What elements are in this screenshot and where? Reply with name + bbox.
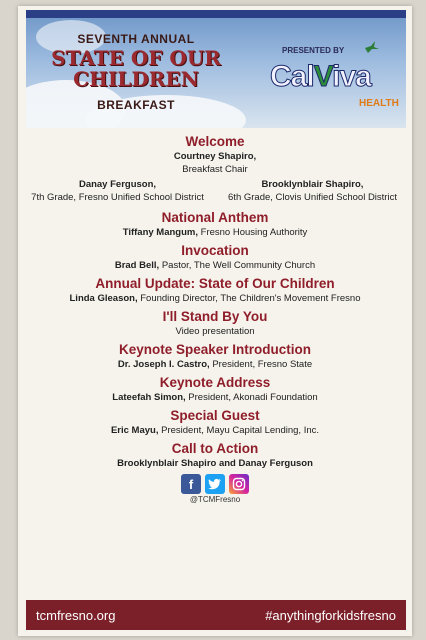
bird-icon [364, 40, 380, 54]
section-keynote-intro [18, 342, 412, 371]
section-video [18, 309, 412, 338]
section-heading: Call to Action [171, 441, 259, 456]
section-annual-update [18, 276, 412, 305]
instagram-icon[interactable] [229, 474, 249, 494]
host-role: Breakfast Chair [182, 164, 248, 175]
person-name: Brooklynblair Shapiro and Danay Ferguson [117, 458, 313, 469]
logo-part: V [313, 60, 333, 93]
person-role: President, Fresno State [209, 359, 313, 370]
section-call-to-action [18, 441, 412, 470]
student-speakers [18, 178, 412, 204]
person-role: President, Mayu Capital Lending, Inc. [158, 425, 320, 436]
speaker-left [20, 178, 215, 204]
section-heading: Keynote Speaker Introduction [118, 342, 312, 357]
person-name: Eric Mayu, [110, 425, 159, 436]
person-name: Brooklynblair Shapiro, [261, 179, 364, 190]
section-heading: I'll Stand By You [162, 309, 268, 324]
speaker-line [18, 457, 412, 470]
calviva-health-label: HEALTH [359, 98, 399, 109]
social-icons [18, 474, 412, 494]
person-name: Dr. Joseph I. Castro, [117, 359, 210, 370]
website-link[interactable]: tcmfresno.org [36, 607, 116, 623]
person-role: President, Akonadi Foundation [185, 392, 318, 403]
logo-part: Cal [270, 60, 314, 93]
speaker-line [18, 424, 412, 437]
speaker-line [215, 178, 410, 191]
person-role: Founding Director, The Children's Movement Fresno [137, 293, 361, 304]
logo-part: iva [332, 60, 371, 93]
footer-bar [26, 600, 406, 630]
section-heading: National Anthem [161, 210, 269, 225]
speaker-line [20, 178, 215, 191]
section-keynote [18, 375, 412, 404]
section-anthem [18, 210, 412, 239]
section-heading: Special Guest [170, 408, 260, 423]
section-heading: Invocation [181, 243, 249, 258]
hashtag-text: #anythingforkidsfresno [265, 607, 396, 623]
presented-by-label: PRESENTED BY [282, 46, 345, 55]
event-subtitle: BREAKFAST [97, 98, 175, 112]
speaker-line [18, 226, 412, 239]
person-name: Danay Ferguson, [78, 179, 157, 190]
speaker-line [18, 391, 412, 404]
facebook-icon[interactable]: f [181, 474, 201, 494]
speaker-line [18, 259, 412, 272]
section-welcome [18, 134, 412, 204]
person-role: Pastor, The Well Community Church [159, 260, 316, 271]
program-list [18, 134, 412, 504]
calviva-logo [270, 60, 371, 94]
speaker-role: 7th Grade, Fresno Unified School District [31, 192, 204, 203]
program-page [18, 6, 412, 636]
person-name: Lateefah Simon, [112, 392, 186, 403]
section-heading: Keynote Address [159, 375, 271, 390]
speaker-right [215, 178, 410, 204]
twitter-icon[interactable] [205, 474, 225, 494]
event-title: STATE OF OUR CHILDREN [51, 46, 221, 91]
section-heading: Welcome [185, 134, 245, 149]
social-handle[interactable]: @TCMFresno [189, 495, 241, 504]
person-name: Linda Gleason, [69, 293, 138, 304]
section-invocation [18, 243, 412, 272]
section-description: Video presentation [175, 326, 255, 337]
speaker-line [18, 292, 412, 305]
section-special-guest [18, 408, 412, 437]
person-name: Brad Bell, [114, 260, 160, 271]
person-role: Fresno Housing Authority [198, 227, 308, 238]
person-name: Tiffany Mangum, [122, 227, 198, 238]
event-edition: SEVENTH ANNUAL [77, 32, 195, 46]
section-heading: Annual Update: State of Our Children [95, 276, 335, 291]
speaker-role: 6th Grade, Clovis Unified School District [228, 192, 397, 203]
speaker-line [18, 358, 412, 371]
host-name [18, 150, 412, 163]
person-name: Courtney Shapiro, [173, 151, 257, 162]
banner-top-bar [26, 10, 406, 18]
header-banner [26, 10, 406, 128]
